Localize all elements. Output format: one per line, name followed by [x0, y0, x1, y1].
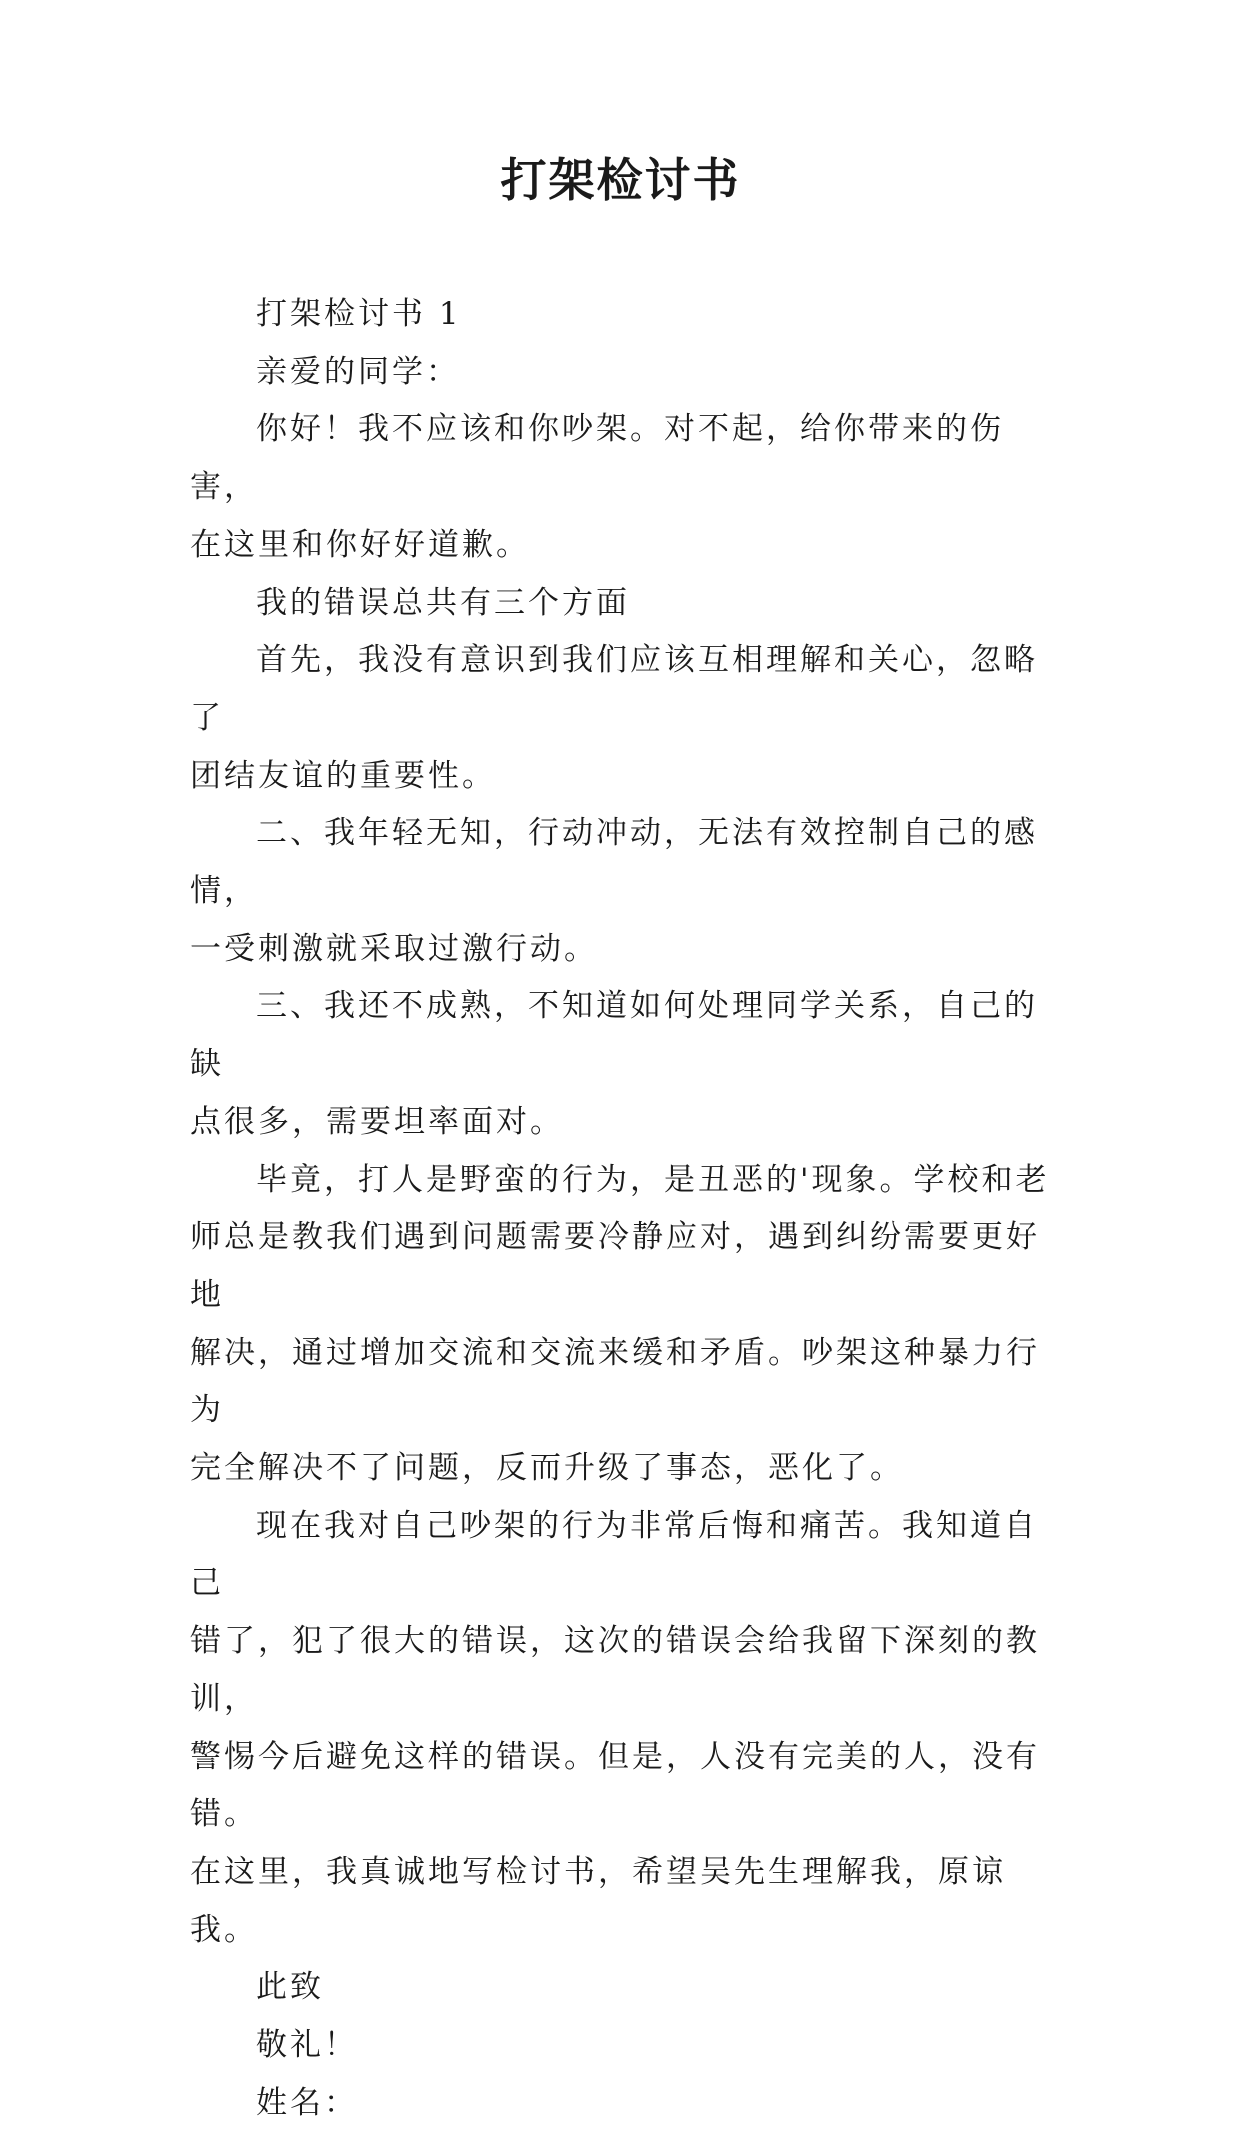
paragraph [190, 1959, 1070, 2017]
paragraph-line: 完全解决不了问题，反而升级了事态，恶化了。 [190, 1450, 904, 1487]
paragraph [190, 978, 1070, 1151]
paragraph [190, 2075, 1070, 2133]
paragraph [190, 575, 1070, 633]
paragraph-line: 打架检讨书 1 [256, 296, 462, 332]
paragraph-line: 解决，通过增加交流和交流来缓和矛盾。吵架这种暴力行为 [190, 1334, 1040, 1429]
paragraph [190, 1152, 1070, 1498]
paragraph-line: 你好！我不应该和你吵架。对不起，给你带来的伤害， [190, 411, 1004, 506]
paragraph-line: 此致 [256, 1969, 324, 2006]
paragraph-line: 三、我还不成熟，不知道如何处理同学关系，自己的缺 [190, 988, 1038, 1083]
paragraph-line: 敬礼！ [256, 2027, 358, 2064]
paragraph [190, 632, 1070, 805]
paragraph [190, 805, 1070, 978]
paragraph [190, 2017, 1070, 2075]
paragraph [190, 344, 1070, 402]
paragraph-line: 姓名： [256, 2084, 358, 2121]
paragraph [190, 401, 1070, 574]
document-title: 打架检讨书 [500, 153, 741, 207]
paragraph-line: 毕竟，打人是野蛮的行为，是丑恶的'现象。学校和老 [256, 1161, 1050, 1198]
paragraph-line: 二、我年轻无知，行动冲动，无法有效控制自己的感情， [190, 815, 1038, 910]
paragraph-line: 首先，我没有意识到我们应该互相理解和关心，忽略了 [190, 642, 1038, 736]
paragraph-line: 点很多，需要坦率面对。 [190, 1103, 564, 1140]
paragraph-line: 现在我对自己吵架的行为非常后悔和痛苦。我知道自己 [190, 1507, 1038, 1602]
paragraph-line: 在这里和你好好道歉。 [190, 526, 530, 563]
paragraph-line: 我的错误总共有三个方面 [256, 584, 630, 621]
paragraph-line: 团结友谊的重要性。 [190, 757, 496, 794]
paragraph-line: 在这里，我真诚地写检讨书，希望吴先生理解我，原谅我。 [190, 1853, 1006, 1948]
paragraph-line: 错了，犯了很大的错误，这次的错误会给我留下深刻的教训， [190, 1623, 1040, 1717]
paragraph-line: 警惕今后避免这样的错误。但是，人没有完美的人，没有错。 [190, 1738, 1040, 1833]
paragraph [190, 286, 1070, 344]
paragraph [190, 1498, 1070, 1960]
paragraph-line: 一受刺激就采取过激行动。 [190, 930, 598, 967]
paragraph-line: 亲爱的同学： [256, 353, 460, 390]
document-body [190, 286, 1070, 2133]
paragraph-line: 师总是教我们遇到问题需要冷静应对，遇到纠纷需要更好地 [190, 1219, 1040, 1313]
